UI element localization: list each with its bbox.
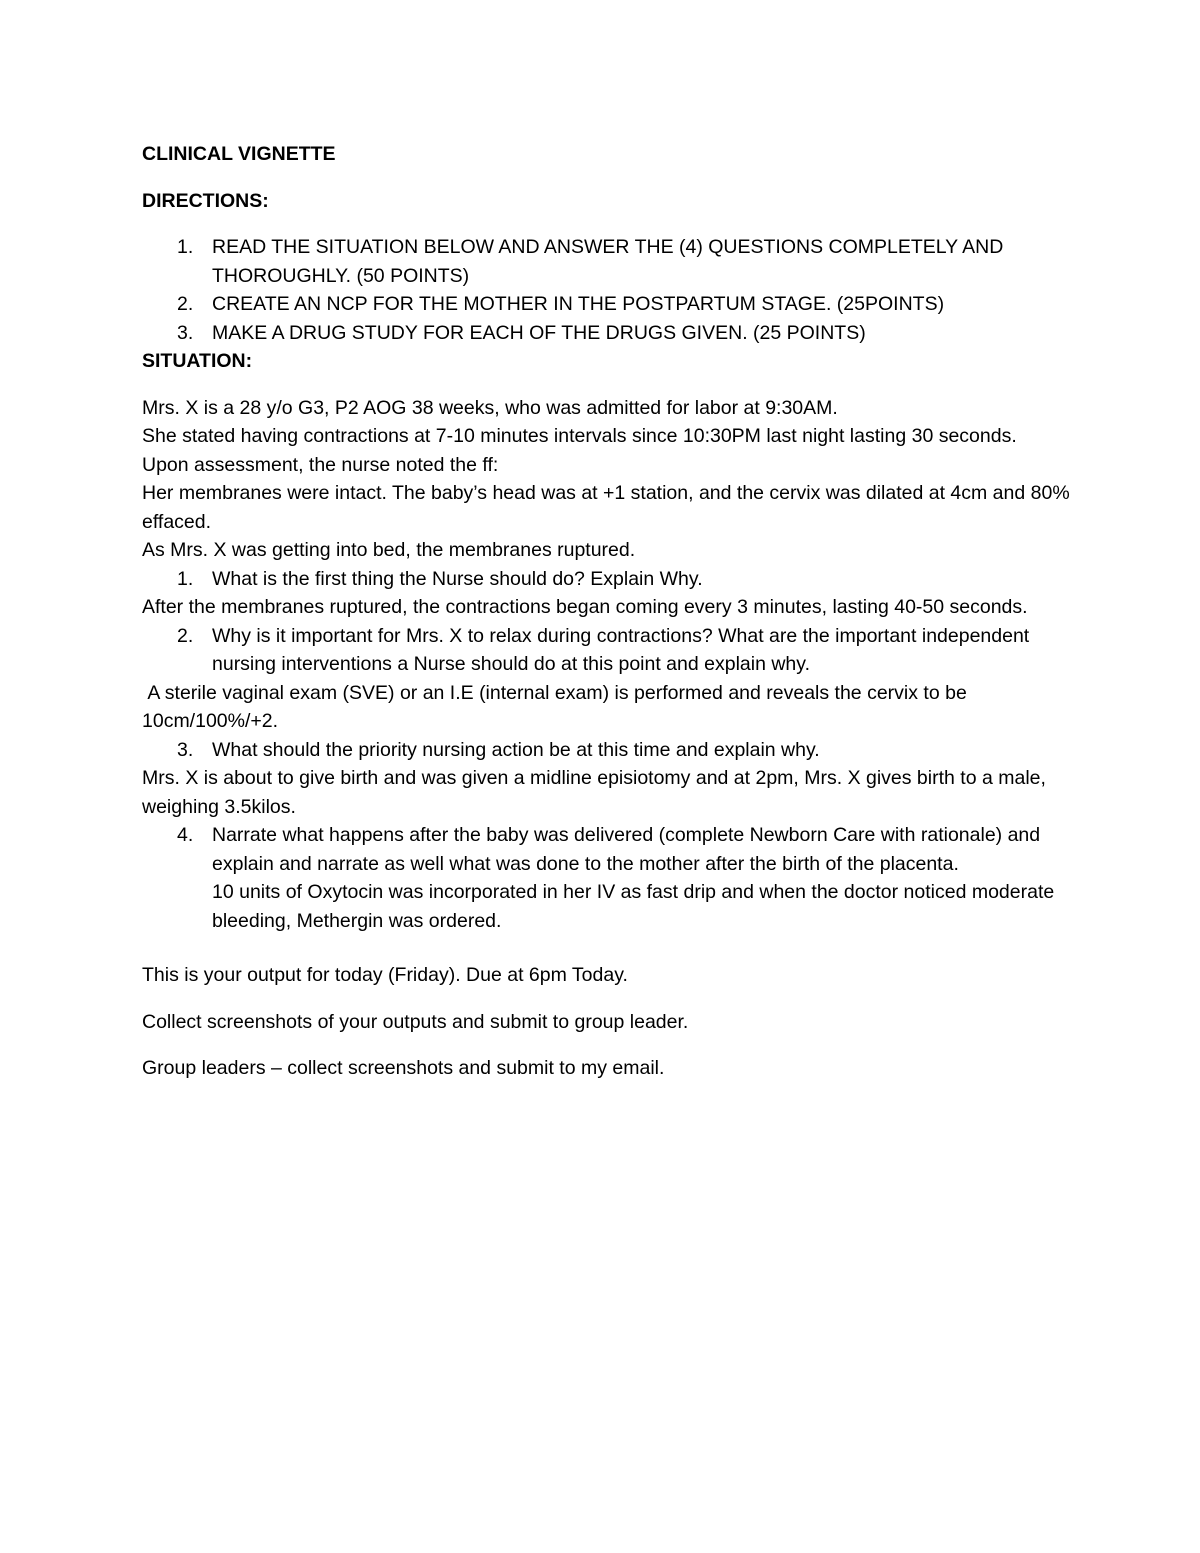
situation-paragraph: Mrs. X is a 28 y/o G3, P2 AOG 38 weeks, who was admitted for labor at 9:30AM. <box>142 396 838 419</box>
closing-line: Group leaders – collect screenshots and submit to my email. <box>142 1057 665 1079</box>
question-item <box>142 821 1072 935</box>
directions-heading: DIRECTIONS: <box>142 189 269 212</box>
direction-text: MAKE A DRUG STUDY FOR EACH OF THE DRUGS GIVEN. (25 POINTS) <box>212 321 866 344</box>
direction-item <box>142 233 1072 290</box>
direction-item <box>142 290 1072 319</box>
question-number: 3. <box>177 738 194 761</box>
question-text: Why is it important for Mrs. X to relax during contractions? What are the important independent nursing interventions a Nurse should do at this point and explain why. <box>212 624 1030 675</box>
question-item <box>142 622 1072 679</box>
situation-paragraph: She stated having contractions at 7-10 minutes intervals since 10:30PM last night lasting 30 seconds. <box>142 425 1017 447</box>
question-item <box>142 736 1072 765</box>
direction-text: READ THE SITUATION BELOW AND ANSWER THE (4) QUESTIONS COMPLETELY AND THOROUGHLY. (50 POINTS) <box>212 236 1004 287</box>
question-item <box>142 565 1072 594</box>
document-title: CLINICAL VIGNETTE <box>142 143 336 165</box>
directions-list <box>142 233 1072 347</box>
question-note: 10 units of Oxytocin was incorporated in her IV as fast drip and when the doctor noticed moderate bleeding, Methergin was ordered. <box>212 881 1055 932</box>
question-text: What is the first thing the Nurse should do? Explain Why. <box>212 567 703 590</box>
closing-line: This is your output for today (Friday). Due at 6pm Today. <box>142 964 628 986</box>
question-number: 2. <box>177 624 194 647</box>
closing-line: Collect screenshots of your outputs and submit to group leader. <box>142 1010 689 1033</box>
question-number: 4. <box>177 824 194 846</box>
direction-number: 3. <box>177 321 194 344</box>
document-page <box>142 140 1072 1101</box>
direction-text: CREATE AN NCP FOR THE MOTHER IN THE POSTPARTUM STAGE. (25POINTS) <box>212 293 945 315</box>
question-text: Narrate what happens after the baby was delivered (complete Newborn Care with rationale) and explain and narrate as well what was done to the mother after the birth of the placenta. <box>212 824 1041 875</box>
situation-paragraph: A sterile vaginal exam (SVE) or an I.E (internal exam) is performed and reveals the cervix to be 10cm/100%/+2. <box>142 681 973 732</box>
question-text: What should the priority nursing action be at this time and explain why. <box>212 738 820 761</box>
situation-paragraph: Upon assessment, the nurse noted the ff: <box>142 453 499 476</box>
situation-heading: SITUATION: <box>142 350 253 372</box>
direction-number: 1. <box>177 236 194 258</box>
situation-paragraph: Her membranes were intact. The baby’s head was at +1 station, and the cervix was dilated at 4cm and 80% effaced. <box>142 482 1070 533</box>
question-number: 1. <box>177 567 194 590</box>
situation-paragraph: After the membranes ruptured, the contractions began coming every 3 minutes, lasting 40-50 seconds. <box>142 596 1028 618</box>
situation-paragraph: Mrs. X is about to give birth and was given a midline episiotomy and at 2pm, Mrs. X gives birth to a male, weighing 3.5kilos. <box>142 767 1046 818</box>
direction-number: 2. <box>177 293 194 315</box>
situation-paragraph: As Mrs. X was getting into bed, the membranes ruptured. <box>142 539 636 561</box>
direction-item <box>142 319 1072 348</box>
